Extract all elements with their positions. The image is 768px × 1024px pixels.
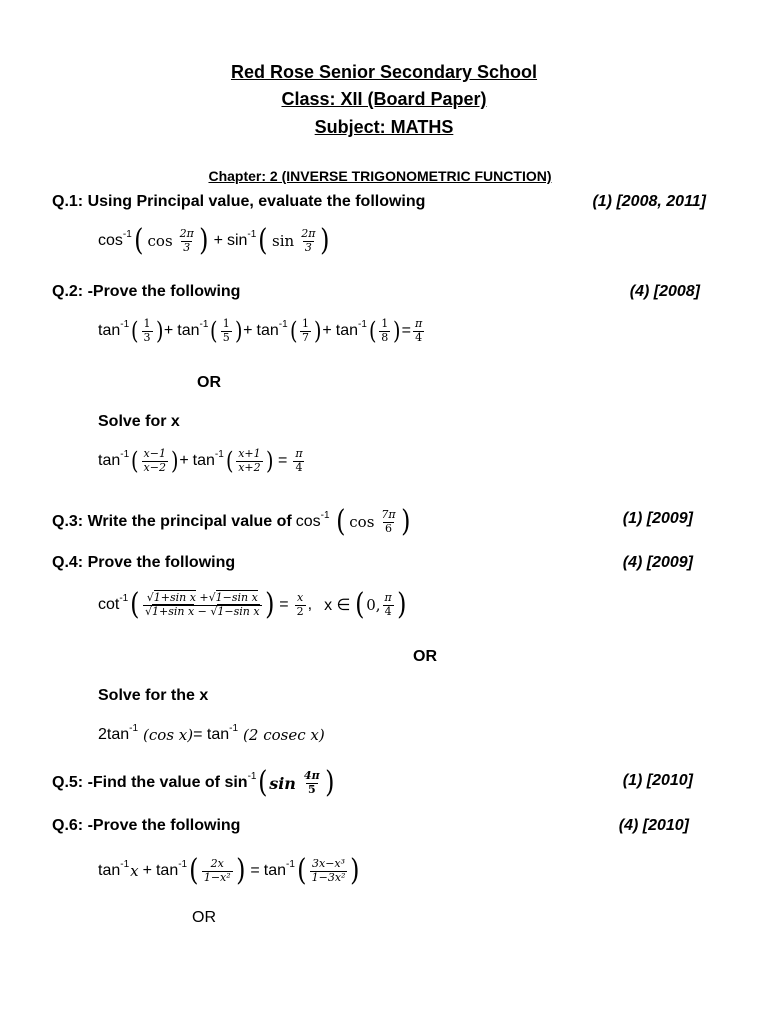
question-2-alt-equation: tan -1 ( $\frac{x-1}{x-2}$ ) + tan -1 ( $\frac{x+1}{x+2}$ ) = $\frac{\pi}{4}$ xyxy=(98,447,303,476)
question-6-equation: tan -1 x + tan -1 ( $\frac{2x}{\text{1−x²}}$ ) = tan -1 ( $\frac{\text{3x−x³}}{\text{1−3x²}}$ ) xyxy=(98,853,360,888)
question-4-marks: (4) [2009] xyxy=(622,554,693,571)
subject-line: Subject: MATHS xyxy=(314,117,454,137)
question-5-marks: (1) [2010] xyxy=(622,772,693,789)
question-3-label: Q.3: Write the principal value of xyxy=(52,513,292,530)
question-5-equation: -1 ( sin $\frac{4\pi}{5}$ ) xyxy=(247,765,335,800)
question-3-equation: cos -1 ( cos $\frac{7\pi}{6}$ ) xyxy=(295,504,411,539)
question-5-row xyxy=(52,765,335,800)
question-2-label: Q.2: -Prove the following xyxy=(52,283,241,300)
class-line: Class: XII (Board Paper) xyxy=(281,89,487,109)
question-2-or: OR xyxy=(197,374,221,391)
question-5-label: Q.5: -Find the value of sin xyxy=(52,774,248,791)
question-1-label: Q.1: Using Principal value, evaluate the following xyxy=(52,193,426,210)
question-4-alt-label: Solve for the x xyxy=(98,687,209,704)
question-4-or: OR xyxy=(413,648,437,665)
question-2-alt-label: Solve for x xyxy=(98,413,180,430)
question-4-label: Q.4: Prove the following xyxy=(52,554,236,571)
question-4-alt-equation: 2tan -1 (cos x) = tan -1 (2 cosec x) xyxy=(98,722,325,744)
question-6-or: OR xyxy=(192,909,216,926)
school-name: Red Rose Senior Secondary School xyxy=(230,62,538,82)
question-1-equation: cos -1 ( cos $\frac{2\pi}{3}$ ) + sin -1 ( sin $\frac{2\pi}{3}$ ) xyxy=(98,223,330,258)
question-3-marks: (1) [2009] xyxy=(622,510,693,527)
question-6-label: Q.6: -Prove the following xyxy=(52,817,241,834)
chapter-title: Chapter: 2 (INVERSE TRIGONOMETRIC FUNCTION) xyxy=(208,168,552,184)
question-4-equation: cot -1 ( $\frac{\text{√1+sin x +√1−sin x}}{\text{√1+sin x − √1−sin x}}$ ) = $\frac{x}{2}$ , x ∈ ( 0, $\frac{\pi}{4}$ ) xyxy=(98,587,407,622)
question-1-marks: (1) [2008, 2011] xyxy=(592,193,706,210)
question-6-marks: (4) [2010] xyxy=(618,817,689,834)
question-3-row xyxy=(52,504,411,539)
question-2-equation: tan -1 ( $\frac{1}{3}$ ) + tan -1 ( $\frac{1}{5}$ ) + tan -1 ( $\frac{1}{7}$ ) + tan -1 ( $\frac{1}{8}$ ) = $\frac{\pi}{4}$ xyxy=(98,317,423,346)
question-2-marks: (4) [2008] xyxy=(629,283,700,300)
